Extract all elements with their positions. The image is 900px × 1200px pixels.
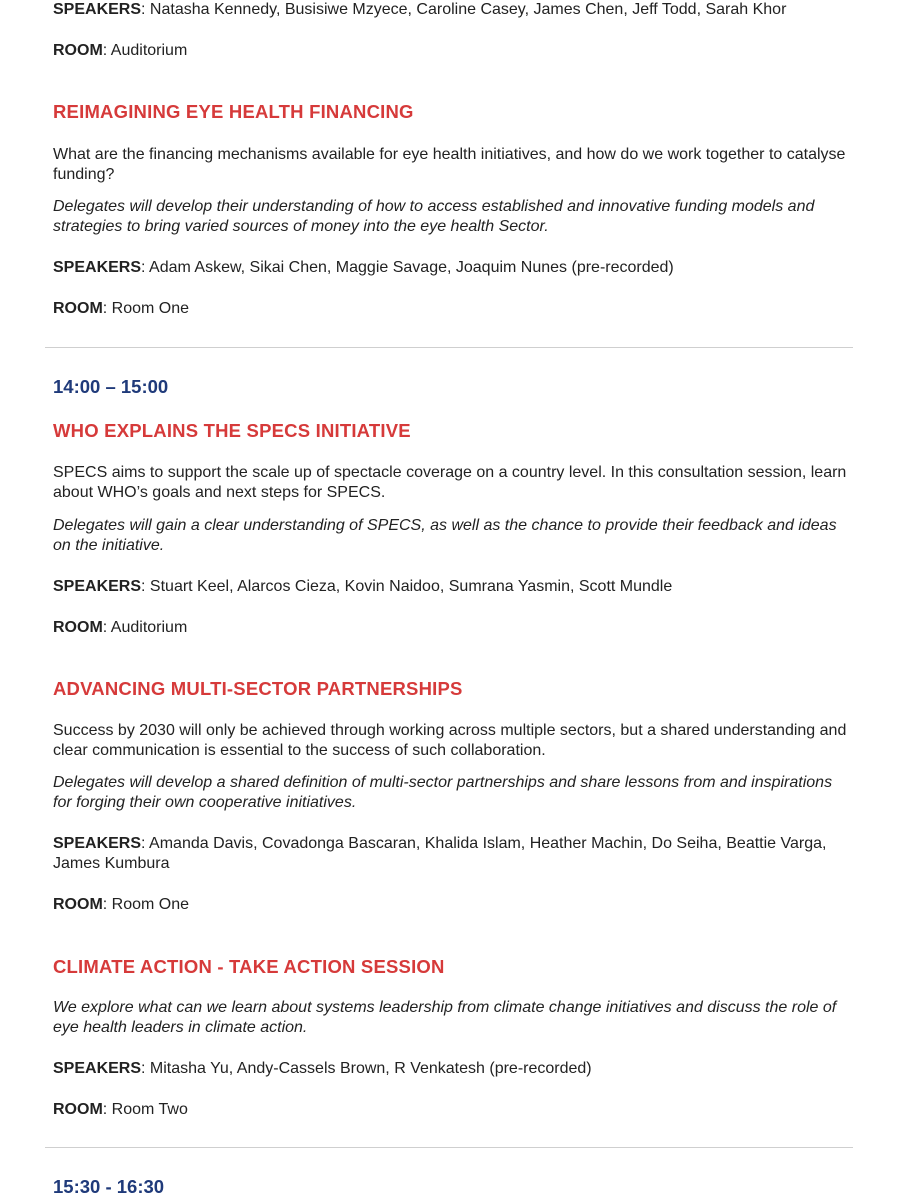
session-room: ROOM: Room Two	[53, 1101, 188, 1118]
section-divider	[45, 1147, 853, 1148]
session-description: SPECS aims to support the scale up of spectacle coverage on a country level. In this consultation session, learn about WHO’s goals and next steps for SPECS.	[53, 464, 847, 501]
session-outcome: We explore what can we learn about systems leadership from climate change initiatives and discuss the role of eye health leaders in climate action.	[53, 999, 837, 1036]
time-slot: 14:00 – 15:00	[53, 376, 169, 397]
session-speakers: SPEAKERS: Adam Askew, Sikai Chen, Maggie Savage, Joaquim Nunes (pre-recorded)	[53, 259, 674, 276]
session-title: ADVANCING MULTI-SECTOR PARTNERSHIPS	[53, 678, 463, 699]
session-room: ROOM: Auditorium	[53, 42, 188, 59]
session-room: ROOM: Room One	[53, 300, 190, 317]
session-room: ROOM: Auditorium	[53, 619, 188, 636]
session-speakers: SPEAKERS: Stuart Keel, Alarcos Cieza, Kovin Naidoo, Sumrana Yasmin, Scott Mundle	[53, 578, 673, 595]
session-room: ROOM: Room One	[53, 896, 190, 913]
time-slot: 15:30 - 16:30	[53, 1176, 165, 1197]
session-description: Success by 2030 will only be achieved through working across multiple sectors, but a shared understanding and clear communication is essential to the success of such collaboration.	[53, 722, 847, 759]
session-outcome: Delegates will develop their understanding of how to access established and innovative funding models and strategies to bring varied sources of money into the eye health Sector.	[53, 198, 815, 235]
session-title: CLIMATE ACTION - TAKE ACTION SESSION	[53, 956, 445, 977]
session-speakers: SPEAKERS: Mitasha Yu, Andy-Cassels Brown, R Venkatesh (pre-recorded)	[53, 1060, 592, 1077]
session-speakers: SPEAKERS: Amanda Davis, Covadonga Bascaran, Khalida Islam, Heather Machin, Do Seiha, Beattie Varga, James Kumbura	[53, 835, 827, 872]
session-title: REIMAGINING EYE HEALTH FINANCING	[53, 101, 414, 122]
session-outcome: Delegates will develop a shared definition of multi-sector partnerships and share lessons from and inspirations for forging their own cooperative initiatives.	[53, 774, 833, 811]
session-speakers: SPEAKERS: Natasha Kennedy, Busisiwe Mzyece, Caroline Casey, James Chen, Jeff Todd, Sarah Khor	[53, 1, 787, 18]
session-outcome: Delegates will gain a clear understanding of SPECS, as well as the chance to provide their feedback and ideas on the initiative.	[53, 517, 837, 554]
section-divider	[45, 347, 853, 348]
session-title: WHO EXPLAINS THE SPECS INITIATIVE	[53, 420, 411, 441]
session-description: What are the financing mechanisms available for eye health initiatives, and how do we work together to catalyse funding?	[53, 146, 846, 183]
